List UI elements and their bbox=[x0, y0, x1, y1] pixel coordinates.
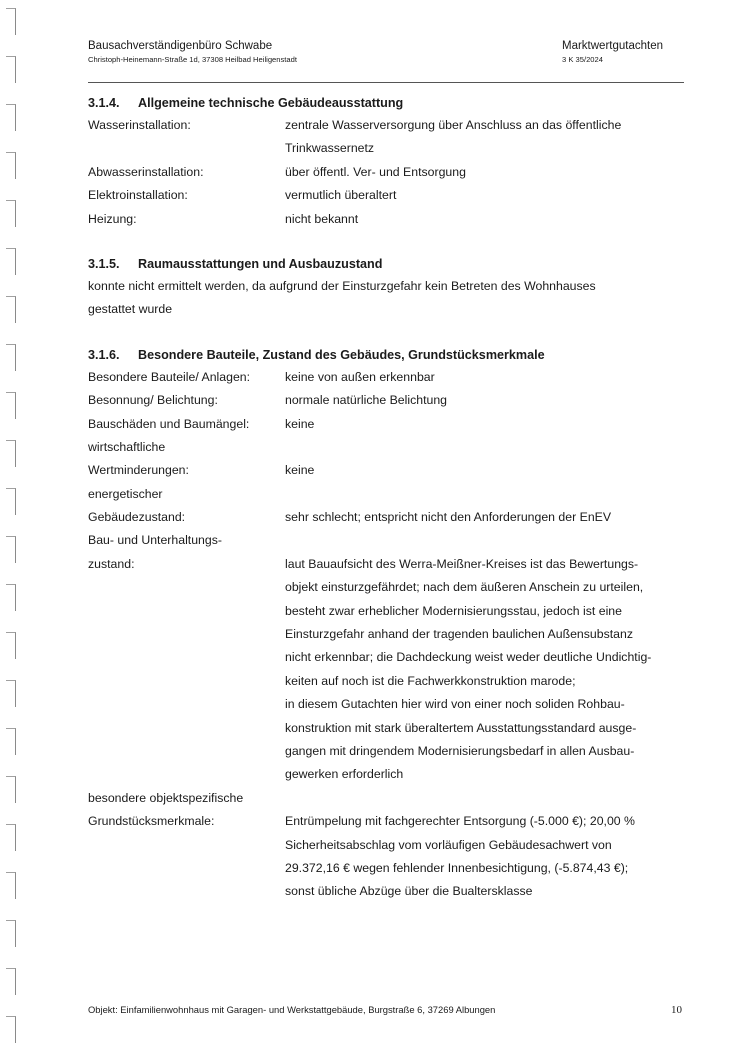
field-row bbox=[88, 161, 688, 184]
value-line: laut Bauaufsicht des Werra-Meißner-Kreises ist das Bewertungs- bbox=[285, 556, 639, 571]
value-line bbox=[285, 483, 688, 506]
object-description: Objekt: Einfamilienwohnhaus mit Garagen- und Werkstattgebäude, Burgstraße 6, 37269 Albungen bbox=[88, 1004, 496, 1015]
section-title: Raumausstattungen und Ausbauzustand bbox=[138, 256, 383, 271]
binder-mark bbox=[6, 824, 16, 851]
office-address: Christoph-Heinemann-Straße 1d, 37308 Heilbad Heiligenstadt bbox=[88, 55, 297, 64]
field-value bbox=[285, 366, 688, 389]
binder-mark bbox=[6, 344, 16, 371]
field-value bbox=[285, 114, 688, 161]
field-value bbox=[285, 208, 688, 231]
field-value bbox=[285, 413, 688, 436]
field-value bbox=[285, 389, 688, 412]
field-row bbox=[88, 529, 688, 786]
field-label bbox=[88, 208, 285, 231]
value-line: sehr schlecht; entspricht nicht den Anforderungen der EnEV bbox=[285, 510, 612, 525]
label-line: Besonnung/ Belichtung: bbox=[88, 393, 218, 408]
field-row bbox=[88, 436, 688, 483]
value-line: nicht erkennbar; die Dachdeckung weist weder deutliche Undichtig- bbox=[285, 650, 652, 665]
section-heading bbox=[88, 253, 688, 275]
section-spacer bbox=[88, 322, 688, 344]
binder-mark bbox=[6, 152, 16, 179]
label-line: Heizung: bbox=[88, 211, 137, 226]
binder-mark bbox=[6, 920, 16, 947]
label-line: Wertminderungen: bbox=[88, 463, 189, 478]
label-line: zustand: bbox=[88, 556, 135, 571]
value-line: Sicherheitsabschlag vom vorläufigen Gebäudesachwert von bbox=[285, 837, 612, 852]
label-line: Elektroinstallation: bbox=[88, 188, 188, 203]
field-label bbox=[88, 114, 285, 161]
field-value bbox=[285, 436, 688, 483]
value-line: keine bbox=[285, 463, 315, 478]
value-line: keiten auf noch ist die Fachwerkkonstruktion marode; bbox=[285, 673, 576, 688]
binder-mark bbox=[6, 488, 16, 515]
value-line: nicht bekannt bbox=[285, 211, 359, 226]
binder-mark bbox=[6, 728, 16, 755]
binder-mark bbox=[6, 536, 16, 563]
field-row bbox=[88, 366, 688, 389]
page-header bbox=[88, 40, 684, 83]
field-label bbox=[88, 184, 285, 207]
binder-mark bbox=[6, 248, 16, 275]
value-line: gangen mit dringendem Modernisierungsbedarf in allen Ausbau- bbox=[285, 743, 635, 758]
field-value bbox=[285, 184, 688, 207]
field-label bbox=[88, 366, 285, 389]
value-line: besteht zwar erheblicher Modernisierungsstau, jedoch ist eine bbox=[285, 603, 622, 618]
field-row bbox=[88, 184, 688, 207]
label-line: energetischer bbox=[88, 486, 163, 501]
value-line: vermutlich überaltert bbox=[285, 188, 397, 203]
paragraph-line: konnte nicht ermittelt werden, da aufgrund der Einsturzgefahr kein Betreten des Wohnhauses bbox=[88, 278, 596, 293]
section-title: Allgemeine technische Gebäudeausstattung bbox=[138, 96, 404, 110]
field-row bbox=[88, 787, 688, 904]
field-value bbox=[285, 161, 688, 184]
field-label bbox=[88, 787, 285, 904]
value-line bbox=[285, 787, 688, 810]
field-value bbox=[285, 483, 688, 530]
section-paragraph bbox=[88, 275, 688, 322]
section-heading bbox=[88, 92, 688, 114]
field-label bbox=[88, 413, 285, 436]
binder-mark bbox=[6, 680, 16, 707]
value-line: keine von außen erkennbar bbox=[285, 369, 435, 384]
binder-mark bbox=[6, 200, 16, 227]
binder-mark bbox=[6, 584, 16, 611]
binder-mark bbox=[6, 296, 16, 323]
binder-mark bbox=[6, 968, 16, 995]
binder-margin bbox=[0, 0, 24, 1052]
section-title: Besondere Bauteile, Zustand des Gebäudes, Grundstücksmerkmale bbox=[138, 347, 545, 362]
value-line: Einsturzgefahr anhand der tragenden baulichen Außensubstanz bbox=[285, 627, 633, 642]
case-number: 3 K 35/2024 bbox=[562, 55, 603, 64]
label-line: Besondere Bauteile/ Anlagen: bbox=[88, 369, 251, 384]
value-line: Trinkwassernetz bbox=[285, 141, 375, 156]
field-label bbox=[88, 389, 285, 412]
document-type: Marktwertgutachten bbox=[562, 40, 663, 52]
page-number: 10 bbox=[671, 1004, 682, 1016]
field-label bbox=[88, 436, 285, 483]
label-line: Abwasserinstallation: bbox=[88, 164, 204, 179]
binder-mark bbox=[6, 104, 16, 131]
label-line: besondere objektspezifische bbox=[88, 790, 244, 805]
section-number: 3.1.5. bbox=[88, 256, 120, 271]
field-label bbox=[88, 161, 285, 184]
section-number: 3.1.4. bbox=[88, 96, 120, 110]
field-label bbox=[88, 483, 285, 530]
value-line: 29.372,16 € wegen fehlender Innenbesichtigung, (-5.874,43 €); bbox=[285, 860, 629, 875]
value-line: Entrümpelung mit fachgerechter Entsorgung (-5.000 €); 20,00 % bbox=[285, 814, 635, 829]
field-row bbox=[88, 483, 688, 530]
field-label bbox=[88, 529, 285, 786]
label-line: Bau- und Unterhaltungs- bbox=[88, 533, 222, 548]
office-name: Bausachverständigenbüro Schwabe bbox=[88, 40, 273, 52]
value-line: objekt einsturzgefährdet; nach dem äußeren Anschein zu urteilen, bbox=[285, 580, 644, 595]
label-line: Bauschäden und Baumängel: bbox=[88, 416, 250, 431]
value-line: in diesem Gutachten hier wird von einer noch soliden Rohbau- bbox=[285, 697, 625, 712]
binder-mark bbox=[6, 392, 16, 419]
label-line: wirtschaftliche bbox=[88, 439, 166, 454]
binder-mark bbox=[6, 8, 16, 35]
binder-mark bbox=[6, 1016, 16, 1043]
value-line bbox=[285, 436, 688, 459]
binder-mark bbox=[6, 776, 16, 803]
field-value bbox=[285, 529, 688, 786]
value-line: normale natürliche Belichtung bbox=[285, 393, 448, 408]
binder-mark bbox=[6, 56, 16, 83]
field-row bbox=[88, 208, 688, 231]
value-line: sonst übliche Abzüge über die Bualtersklasse bbox=[285, 884, 533, 899]
binder-mark bbox=[6, 440, 16, 467]
value-line: gewerken erforderlich bbox=[285, 767, 404, 782]
binder-mark bbox=[6, 872, 16, 899]
binder-mark bbox=[6, 632, 16, 659]
label-line: Gebäudezustand: bbox=[88, 510, 186, 525]
value-line: über öffentl. Ver- und Entsorgung bbox=[285, 164, 466, 179]
section-number: 3.1.6. bbox=[88, 347, 120, 362]
paragraph-line: gestattet wurde bbox=[88, 302, 173, 317]
field-row bbox=[88, 413, 688, 436]
value-line bbox=[285, 529, 688, 552]
document-body bbox=[88, 92, 688, 904]
field-row bbox=[88, 389, 688, 412]
label-line: Wasserinstallation: bbox=[88, 118, 191, 132]
value-line: keine bbox=[285, 416, 315, 431]
label-line: Grundstücksmerkmale: bbox=[88, 814, 215, 829]
value-line: zentrale Wasserversorgung über Anschluss an das öffentliche bbox=[285, 118, 622, 132]
field-value bbox=[285, 787, 688, 904]
value-line: konstruktion mit stark überaltertem Ausstattungsstandard ausge- bbox=[285, 720, 637, 735]
section-spacer bbox=[88, 231, 688, 253]
section-heading bbox=[88, 344, 688, 366]
field-row bbox=[88, 114, 688, 161]
